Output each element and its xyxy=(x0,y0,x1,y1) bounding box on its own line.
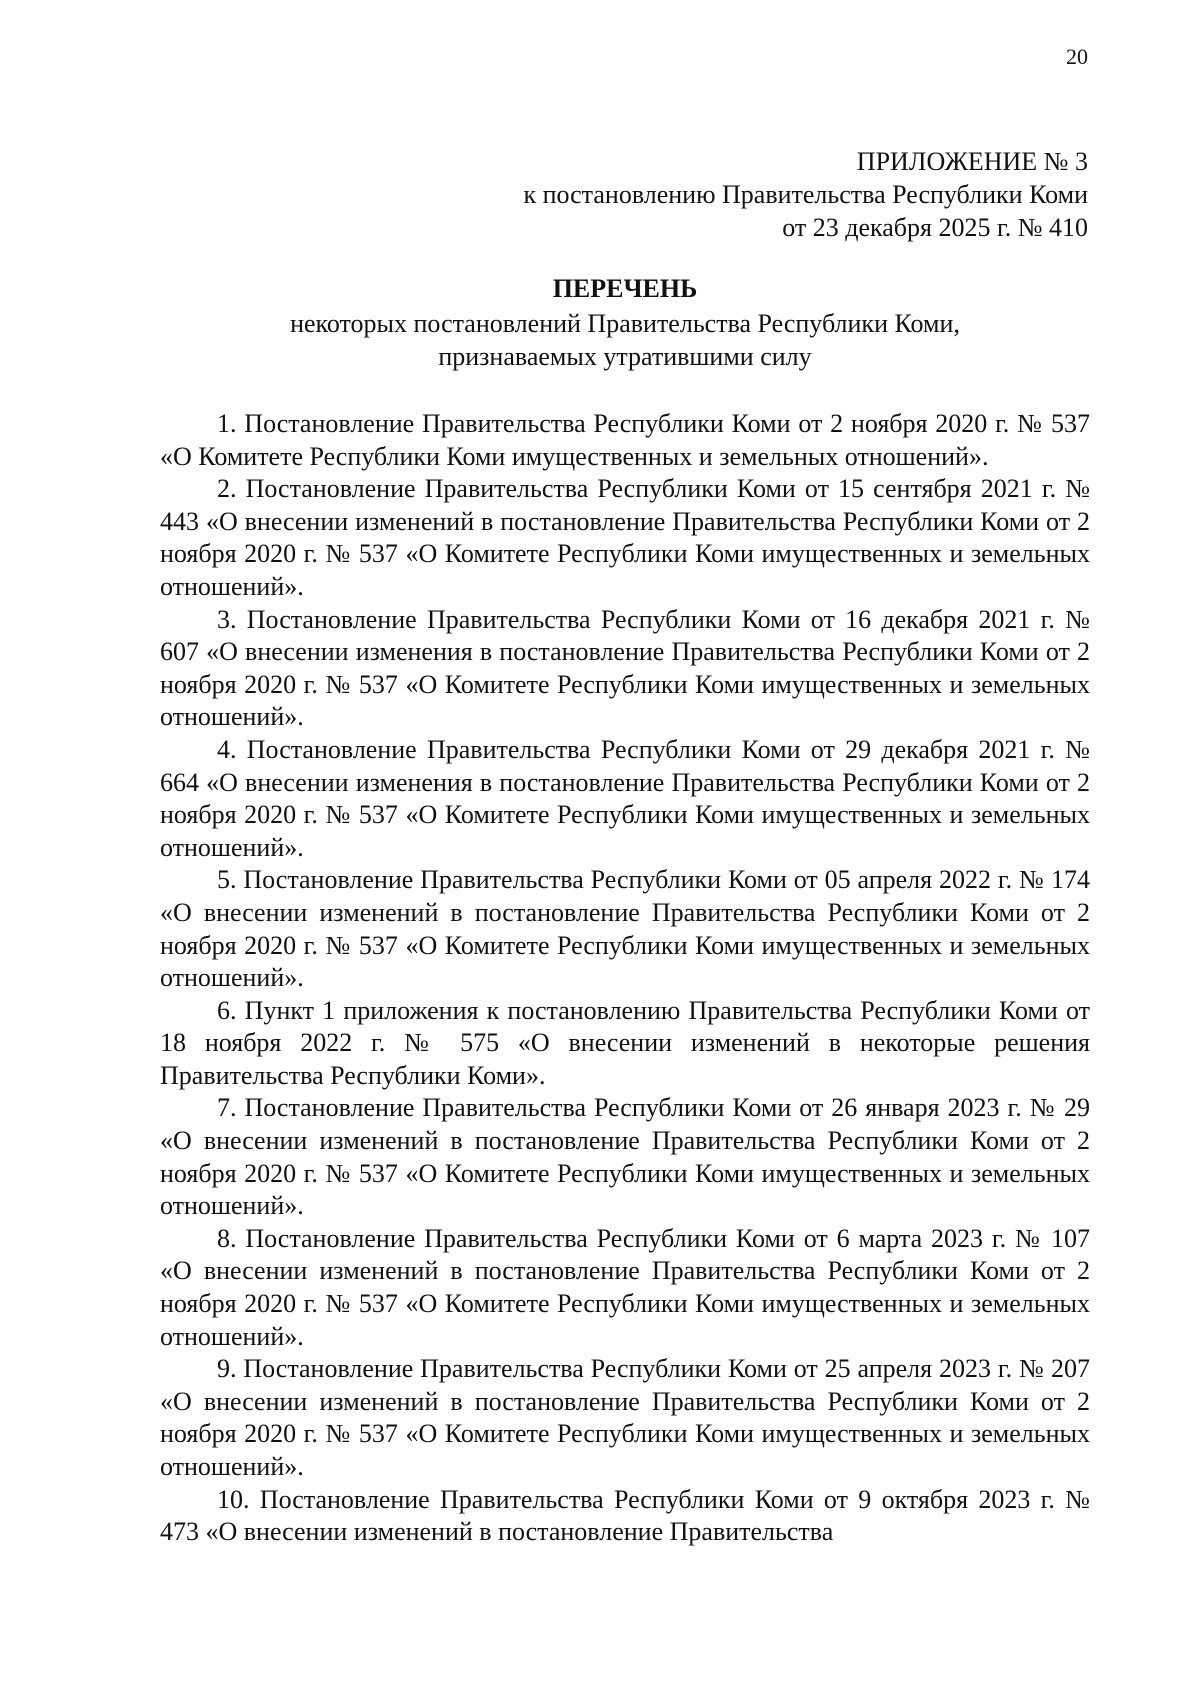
list-item: 6. Пункт 1 приложения к постановлению Правительства Республики Коми от 18 ноября 2022 г. № 575 «О внесении изменений в некоторые решения Правительства Республики Коми». xyxy=(160,995,1090,1090)
appendix-title: ПРИЛОЖЕНИЕ № 3 xyxy=(856,147,1088,176)
list-item: 4. Постановление Правительства Республики Коми от 29 декабря 2021 г. № 664 «О внесении изменения в постановление Правительства Республики Коми от 2 ноября 2020 г. № 537 «О Комитете Республики Коми имущественных и земельных отношений». xyxy=(160,734,1090,862)
list-item: 5. Постановление Правительства Республики Коми от 05 апреля 2022 г. № 174 «О внесении изменений в постановление Правительства Республики Коми от 2 ноября 2020 г. № 537 «О Комитете Республики Коми имущественных и земельных отношений». xyxy=(160,865,1090,993)
list-item: 8. Постановление Правительства Республики Коми от 6 марта 2023 г. № 107 «О внесении изменений в постановление Правительства Республики Коми от 2 ноября 2020 г. № 537 «О Комитете Республики Коми имущественных и земельных отношений». xyxy=(160,1223,1090,1351)
document-subtitle-line-1: некоторых постановлений Правительства Республики Коми, xyxy=(290,309,960,338)
decree-list xyxy=(160,408,1090,1549)
appendix-reference: к постановлению Правительства Республики Коми xyxy=(523,180,1088,209)
document-heading xyxy=(160,272,1090,373)
appendix-header xyxy=(523,145,1088,244)
document-title: ПЕРЕЧЕНЬ xyxy=(552,274,698,303)
appendix-date: от 23 декабря 2025 г. № 410 xyxy=(782,213,1088,242)
list-item: 9. Постановление Правительства Республики Коми от 25 апреля 2023 г. № 207 «О внесении изменений в постановление Правительства Республики Коми от 2 ноября 2020 г. № 537 «О Комитете Республики Коми имущественных и земельных отношений». xyxy=(160,1354,1090,1481)
list-item: 7. Постановление Правительства Республики Коми от 26 января 2023 г. № 29 «О внесении изменений в постановление Правительства Республики Коми от 2 ноября 2020 г. № 537 «О Комитете Республики Коми имущественных и земельных отношений». xyxy=(160,1093,1090,1221)
page-number: 20 xyxy=(1066,44,1088,69)
list-item: 3. Постановление Правительства Республики Коми от 16 декабря 2021 г. № 607 «О внесении изменения в постановление Правительства Республики Коми от 2 ноября 2020 г. № 537 «О Комитете Республики Коми имущественных и земельных отношений». xyxy=(160,604,1090,732)
list-item: 10. Постановление Правительства Республики Коми от 9 октября 2023 г. № 473 «О внесении изменений в постановление Правительства xyxy=(160,1484,1090,1547)
document-subtitle-line-2: признаваемых утратившими силу xyxy=(438,342,812,371)
list-item: 1. Постановление Правительства Республики Коми от 2 ноября 2020 г. № 537 «О Комитете Республики Коми имущественных и земельных отношений». xyxy=(160,409,1090,471)
list-item: 2. Постановление Правительства Республики Коми от 15 сентября 2021 г. № 443 «О внесении изменений в постановление Правительства Республики Коми от 2 ноября 2020 г. № 537 «О Комитете Республики Коми имущественных и земельных отношений». xyxy=(160,474,1090,601)
